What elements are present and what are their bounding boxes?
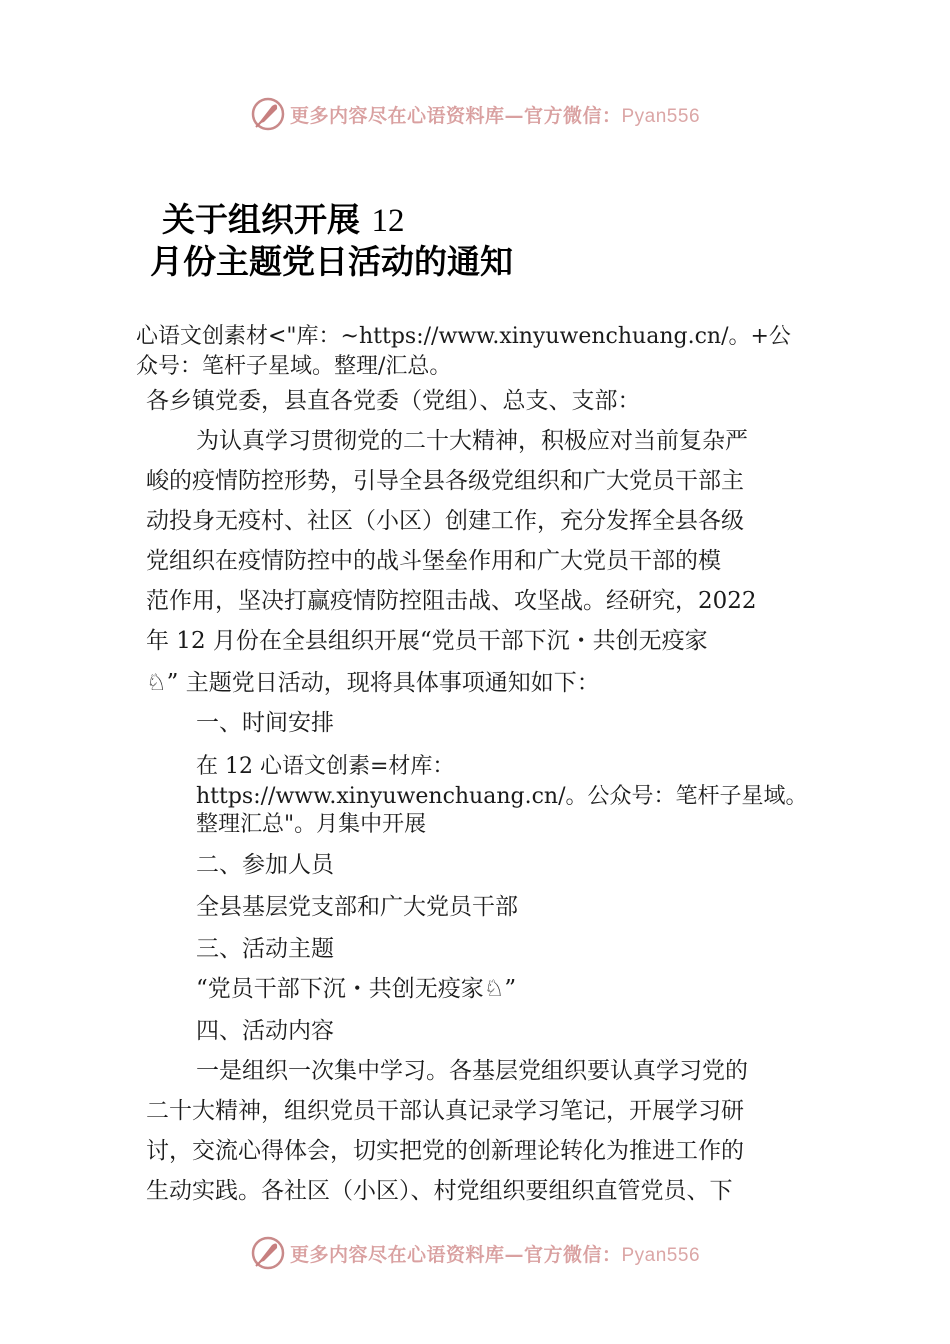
- section1-line: 在 12 心语文创素=材库：: [196, 754, 455, 779]
- section4-heading: 四、活动内容: [196, 1018, 334, 1044]
- para4-line: 一是组织一次集中学习。各基层党组织要认真学习党的: [196, 1058, 748, 1084]
- watermark-wechat-id: Pyan556: [621, 105, 701, 127]
- para4-line: 生动实践。各社区（小区）、村党组织要组织直管党员、下: [146, 1178, 733, 1204]
- para1-line: 范作用，坚决打赢疫情防控阻击战、攻坚战。经研究，2022: [146, 588, 757, 614]
- footer-watermark: [0, 1233, 950, 1273]
- document-title-line2: [150, 242, 513, 282]
- watermark-text: [290, 1240, 700, 1267]
- header-watermark: [0, 94, 950, 134]
- para1-line: ♘” 主题党日活动，现将具体事项通知如下：: [146, 670, 600, 696]
- para4-line: 讨，交流心得体会，切实把党的创新理论转化为推进工作的: [146, 1138, 744, 1164]
- watermark-wechat-id: Pyan556: [621, 1244, 701, 1266]
- para1-line: 党组织在疫情防控中的战斗堡垒作用和广大党员干部的模: [146, 548, 721, 574]
- source-line-1: 心语文创素材<"库：~https://www.xinyuwenchuang.cn/。+公: [136, 324, 791, 349]
- watermark-label: 更多内容尽在心语资料库—官方微信：: [289, 1243, 622, 1266]
- section1-line: 整理汇总"。月集中开展: [196, 812, 427, 837]
- section1-line: https://www.xinyuwenchuang.cn/。公众号：笔杆子星域。: [196, 784, 808, 809]
- section2-text: 全县基层党支部和广大党员干部: [196, 894, 518, 920]
- title-text-1: 关于组织开展: [162, 200, 360, 239]
- quill-seal-icon: [250, 96, 286, 132]
- title-text-2: 月份主题党日活动的通知: [150, 242, 513, 281]
- para1-line: 为认真学习贯彻党的二十大精神，积极应对当前复杂严: [196, 428, 748, 454]
- section2-heading: 二、参加人员: [196, 852, 334, 878]
- section3-text: “党员干部下沉・共创无疫家♘”: [196, 976, 517, 1002]
- quill-seal-icon: [250, 1235, 286, 1271]
- watermark-label: 更多内容尽在心语资料库—官方微信：: [289, 104, 622, 127]
- para1-line: 峻的疫情防控形势，引导全县各级党组织和广大党员干部主: [146, 468, 744, 494]
- document-title-line1: [162, 200, 405, 241]
- title-number: 12: [371, 203, 405, 239]
- salutation: 各乡镇党委，县直各党委（党组）、总支、支部：: [146, 388, 641, 414]
- para1-line: 年 12 月份在全县组织开展“党员干部下沉・共创无疫家: [146, 628, 708, 654]
- section3-heading: 三、活动主题: [196, 936, 334, 962]
- source-line-2: 众号：笔杆子星域。整理/汇总。: [136, 354, 452, 379]
- watermark-text: [290, 101, 700, 128]
- para1-line: 动投身无疫村、社区（小区）创建工作，充分发挥全县各级: [146, 508, 744, 534]
- para4-line: 二十大精神，组织党员干部认真记录学习笔记，开展学习研: [146, 1098, 744, 1124]
- section1-heading: 一、时间安排: [196, 710, 334, 736]
